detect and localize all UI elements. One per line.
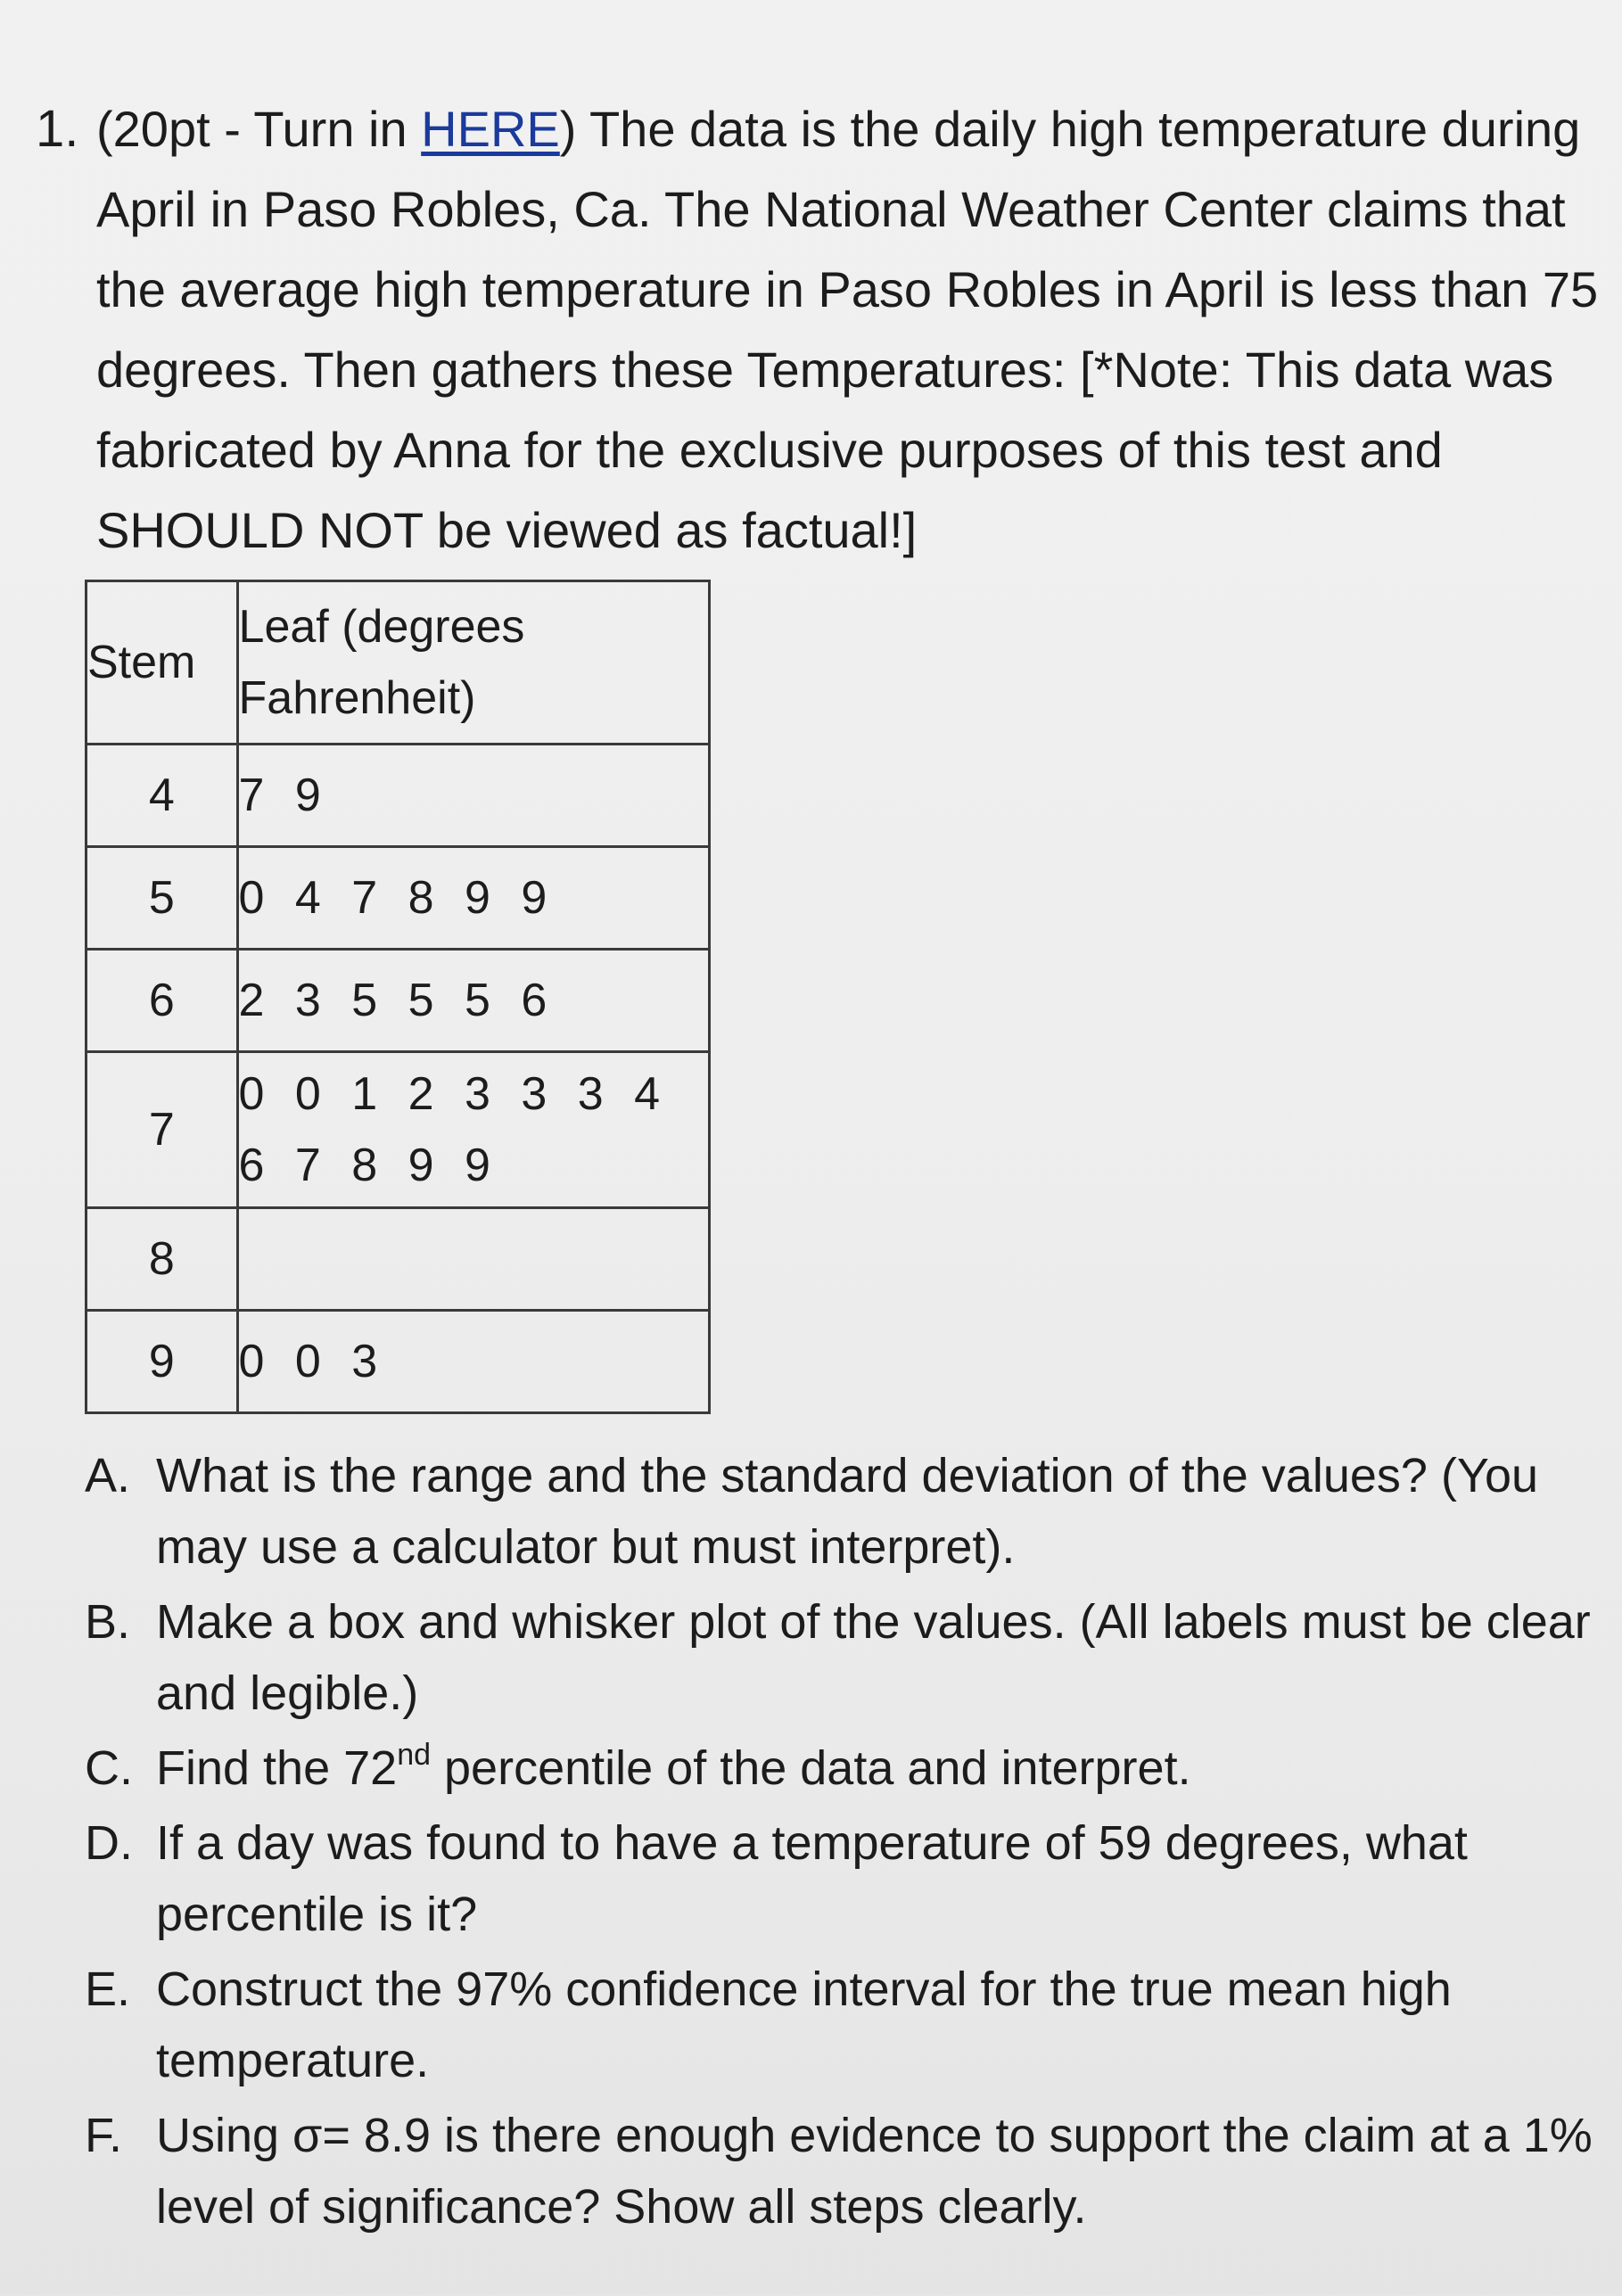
stem-cell: 4: [86, 745, 238, 847]
stem-cell: 9: [86, 1311, 238, 1413]
question-letter: E.: [85, 1963, 131, 2016]
question-text: Using σ= 8.9 is there enough evidence to support the claim at a 1% level of significance? Show all steps clearly.: [156, 2109, 1593, 2234]
turn-in-link[interactable]: HERE: [421, 101, 560, 157]
question-text: Make a box and whisker plot of the values. (All labels must be clear and legible.): [156, 1595, 1591, 1720]
table-row: [86, 1208, 710, 1311]
table-row: [86, 745, 710, 847]
question-letter: B.: [85, 1595, 131, 1649]
question-letter: F.: [85, 2109, 123, 2162]
question-text: If a day was found to have a temperature of 59 degrees, what percentile is it?: [156, 1816, 1468, 1941]
points-prefix: (20pt - Turn in: [96, 101, 422, 157]
question-f: [85, 2100, 1618, 2243]
problem-number: 1.: [36, 100, 79, 158]
stem-cell: 7: [86, 1052, 238, 1208]
leaf-cell: [237, 1208, 709, 1311]
stem-and-leaf-table: [85, 580, 711, 1414]
leaf-cell: 2 3 5 5 5 6: [237, 950, 709, 1052]
question-e: [85, 1954, 1618, 2096]
table-row: [86, 950, 710, 1052]
question-c: [85, 1732, 1618, 1804]
question-text: [156, 1738, 1191, 1795]
stem-cell: 5: [86, 847, 238, 950]
table-row: [86, 847, 710, 950]
stem-cell: 8: [86, 1208, 238, 1311]
question-letter: C.: [85, 1741, 133, 1795]
table-row: [86, 1052, 710, 1208]
stem-cell: 6: [86, 950, 238, 1052]
leaf-cell: 0 0 3: [237, 1311, 709, 1413]
question-d: [85, 1807, 1618, 1950]
question-text: Construct the 97% confidence interval for the true mean high temperature.: [156, 1963, 1452, 2087]
leaf-cell: 0 0 1 2 3 3 3 4 6 7 8 9 9: [237, 1052, 709, 1208]
leaf-header: Leaf (degrees Fahrenheit): [237, 581, 709, 745]
problem-intro: ) The data is the daily high temperature during April in Paso Robles, Ca. The National Weather Center claims that the average high temperature in Paso Robles in April is less than 75 degrees. Then gathers these Temperatures: [*Note: This data was fabricated by Anna for the exclusive purposes of this test and SHOULD NOT be viewed as factual!]: [96, 101, 1599, 558]
question-letter: D.: [85, 1816, 133, 1870]
question-letter: A.: [85, 1449, 131, 1502]
question-text-before: Find the 72: [156, 1741, 398, 1795]
leaf-cell: 7 9: [237, 745, 709, 847]
question-b: [85, 1586, 1618, 1729]
table-header-row: [86, 581, 710, 745]
question-text-after: percentile of the data and interpret.: [431, 1741, 1191, 1795]
table-row: [86, 1311, 710, 1413]
stem-header: Stem: [86, 581, 238, 745]
question-text: What is the range and the standard deviation of the values? (You may use a calculator but must interpret).: [156, 1449, 1539, 1574]
leaf-cell: 0 4 7 8 9 9: [237, 847, 709, 950]
problem-statement: [96, 89, 1622, 571]
question-a: [85, 1440, 1618, 1583]
question-list: [85, 1440, 1618, 2246]
ordinal-suffix: nd: [397, 1738, 432, 1772]
